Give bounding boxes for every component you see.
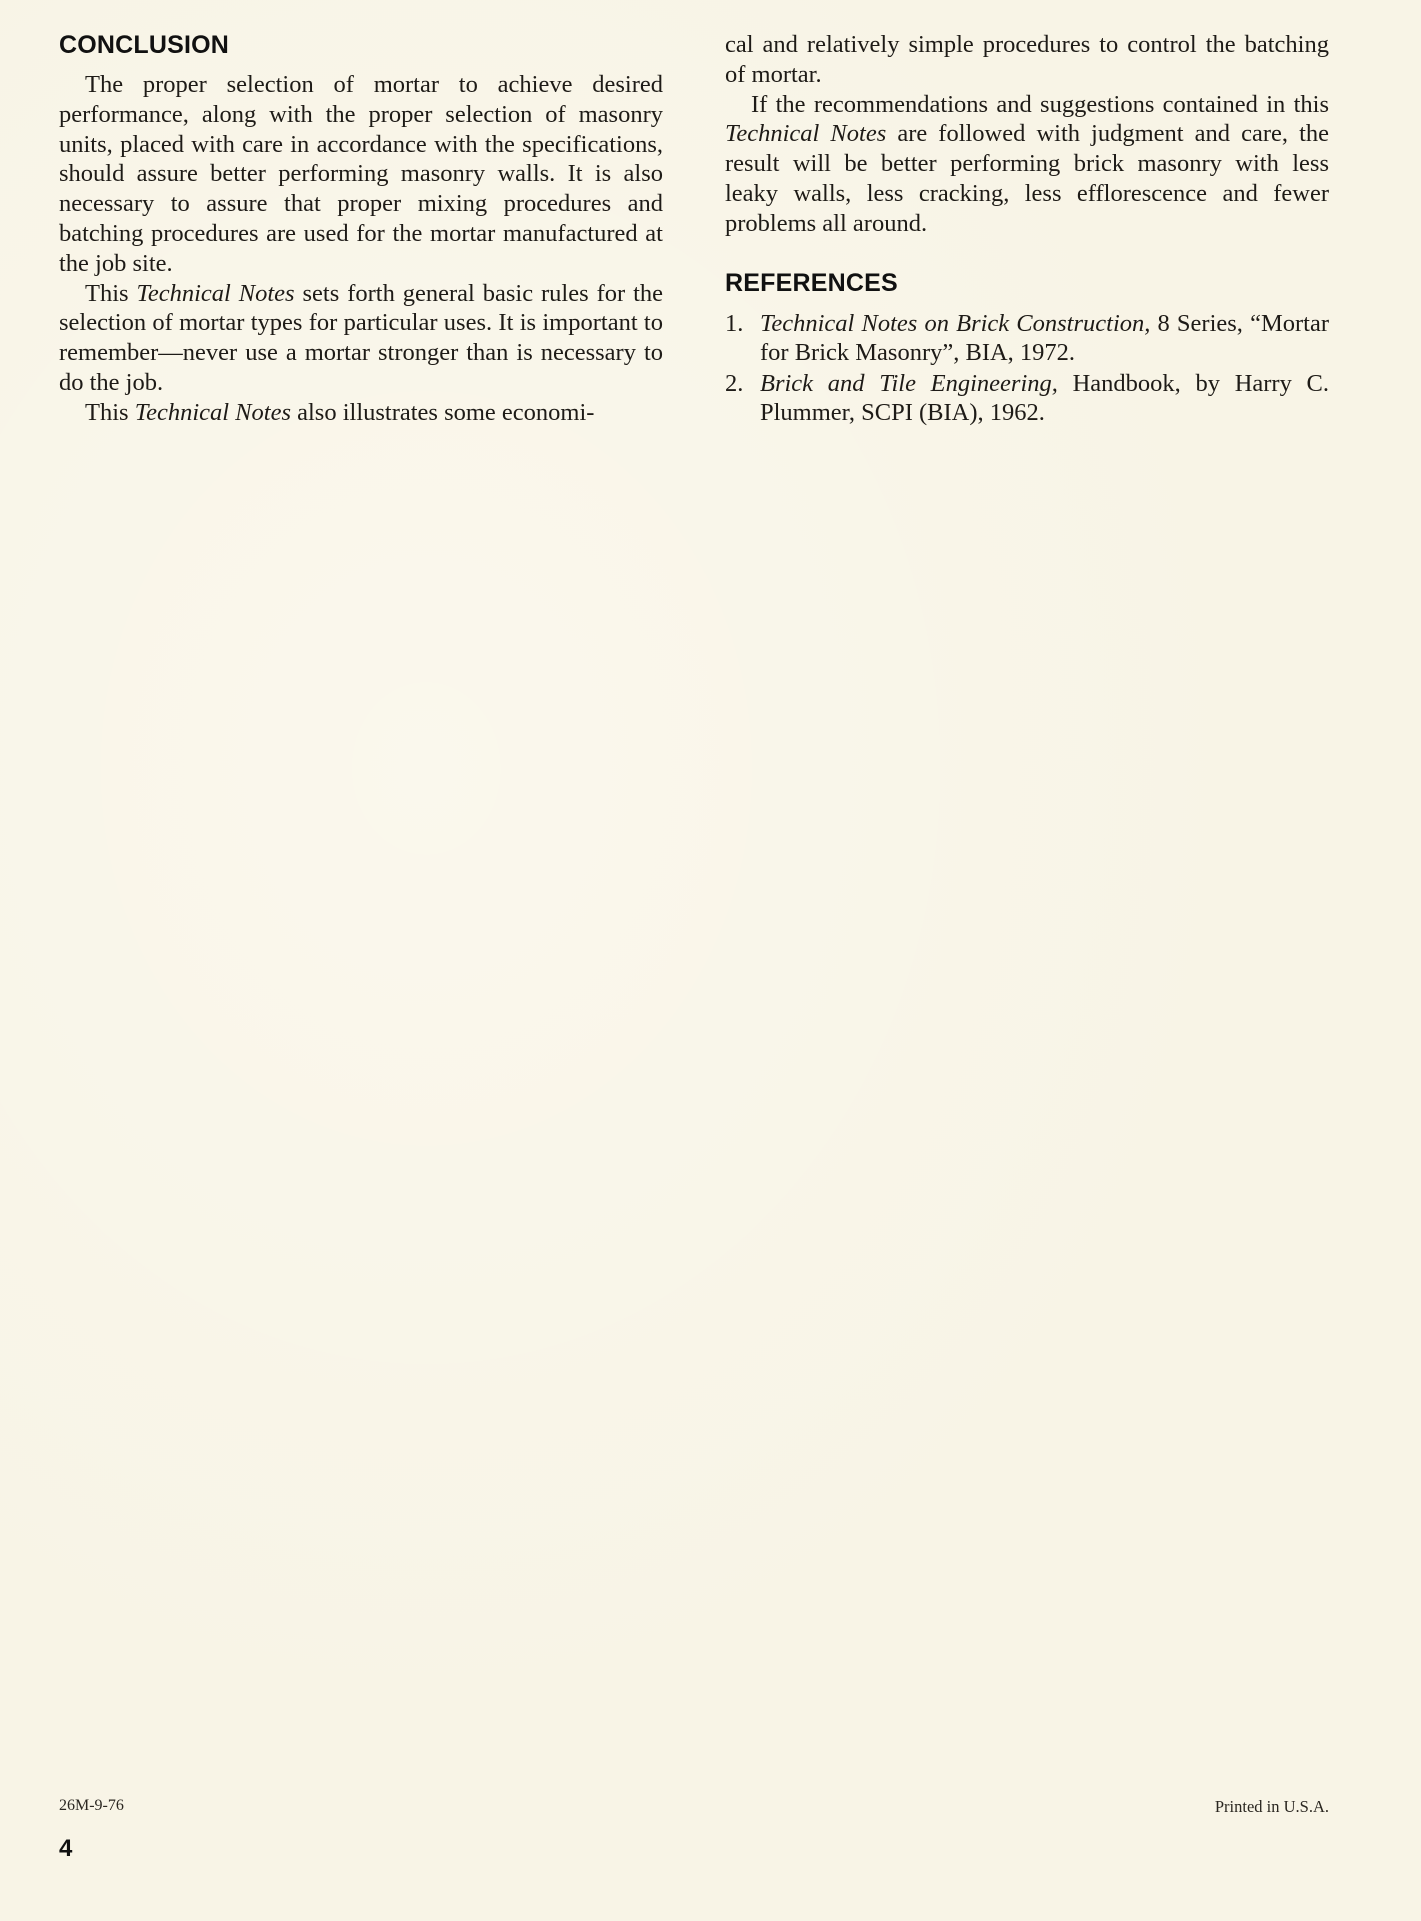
conclusion-paragraph-3 [59, 398, 663, 428]
left-column [59, 30, 663, 428]
page-number: 4 [59, 1835, 73, 1862]
conclusion-paragraph-2 [59, 279, 663, 398]
conclusion-paragraph-1: The proper selection of mortar to achieve desired performance, along with the proper selection of masonry units, placed with care in accordance with the specifications, should assure better performing masonry walls. It is also necessary to assure that proper mixing procedures and batching procedures are used for the mortar manufactured at the job site. [59, 71, 663, 277]
reference-details: 8 Series, “Mortar for Brick Masonry”, BIA, 1972. [760, 309, 1329, 367]
conclusion-heading: CONCLUSION [59, 31, 230, 59]
publication-title: Technical Notes [134, 398, 291, 426]
reference-item [725, 309, 1329, 369]
references-list [725, 309, 1329, 429]
paragraph-text: This [85, 398, 135, 426]
paragraph-text: are followed with judgment and care, the result will be better performing brick masonry with less leaky walls, less cracking, less efflorescence and fewer problems all around. [725, 120, 1330, 237]
reference-details: Handbook, by Harry C. Plummer, SCPI (BIA), 1962. [760, 369, 1329, 427]
reference-title: Brick and Tile Engineering, [760, 369, 1058, 397]
paragraph-text: If the recommendations and suggestions contained in this [751, 90, 1329, 118]
publication-title: Technical Notes [136, 279, 295, 307]
paragraph-text: sets forth general basic rules for the selection of mortar types for particular uses. It is important to remember—never use a mortar stronger than is necessary to do the job. [59, 279, 663, 396]
paragraph-text: also illustrates some economi- [290, 398, 595, 426]
reference-title: Technical Notes on Brick Construction, [760, 309, 1151, 337]
print-code: 26M-9-76 [59, 1797, 124, 1814]
references-heading: REFERENCES [725, 268, 898, 297]
publication-title: Technical Notes [725, 120, 887, 148]
reference-number: 2. [725, 369, 744, 397]
reference-number: 1. [725, 309, 744, 337]
printed-in-note: Printed in U.S.A. [1214, 1797, 1329, 1816]
paragraph-text: This [85, 279, 137, 307]
right-column [725, 30, 1329, 429]
continued-paragraph-1: cal and relatively simple procedures to control the batching of mortar. [725, 31, 1329, 88]
reference-item [725, 369, 1329, 429]
continued-paragraph-2 [725, 90, 1329, 239]
